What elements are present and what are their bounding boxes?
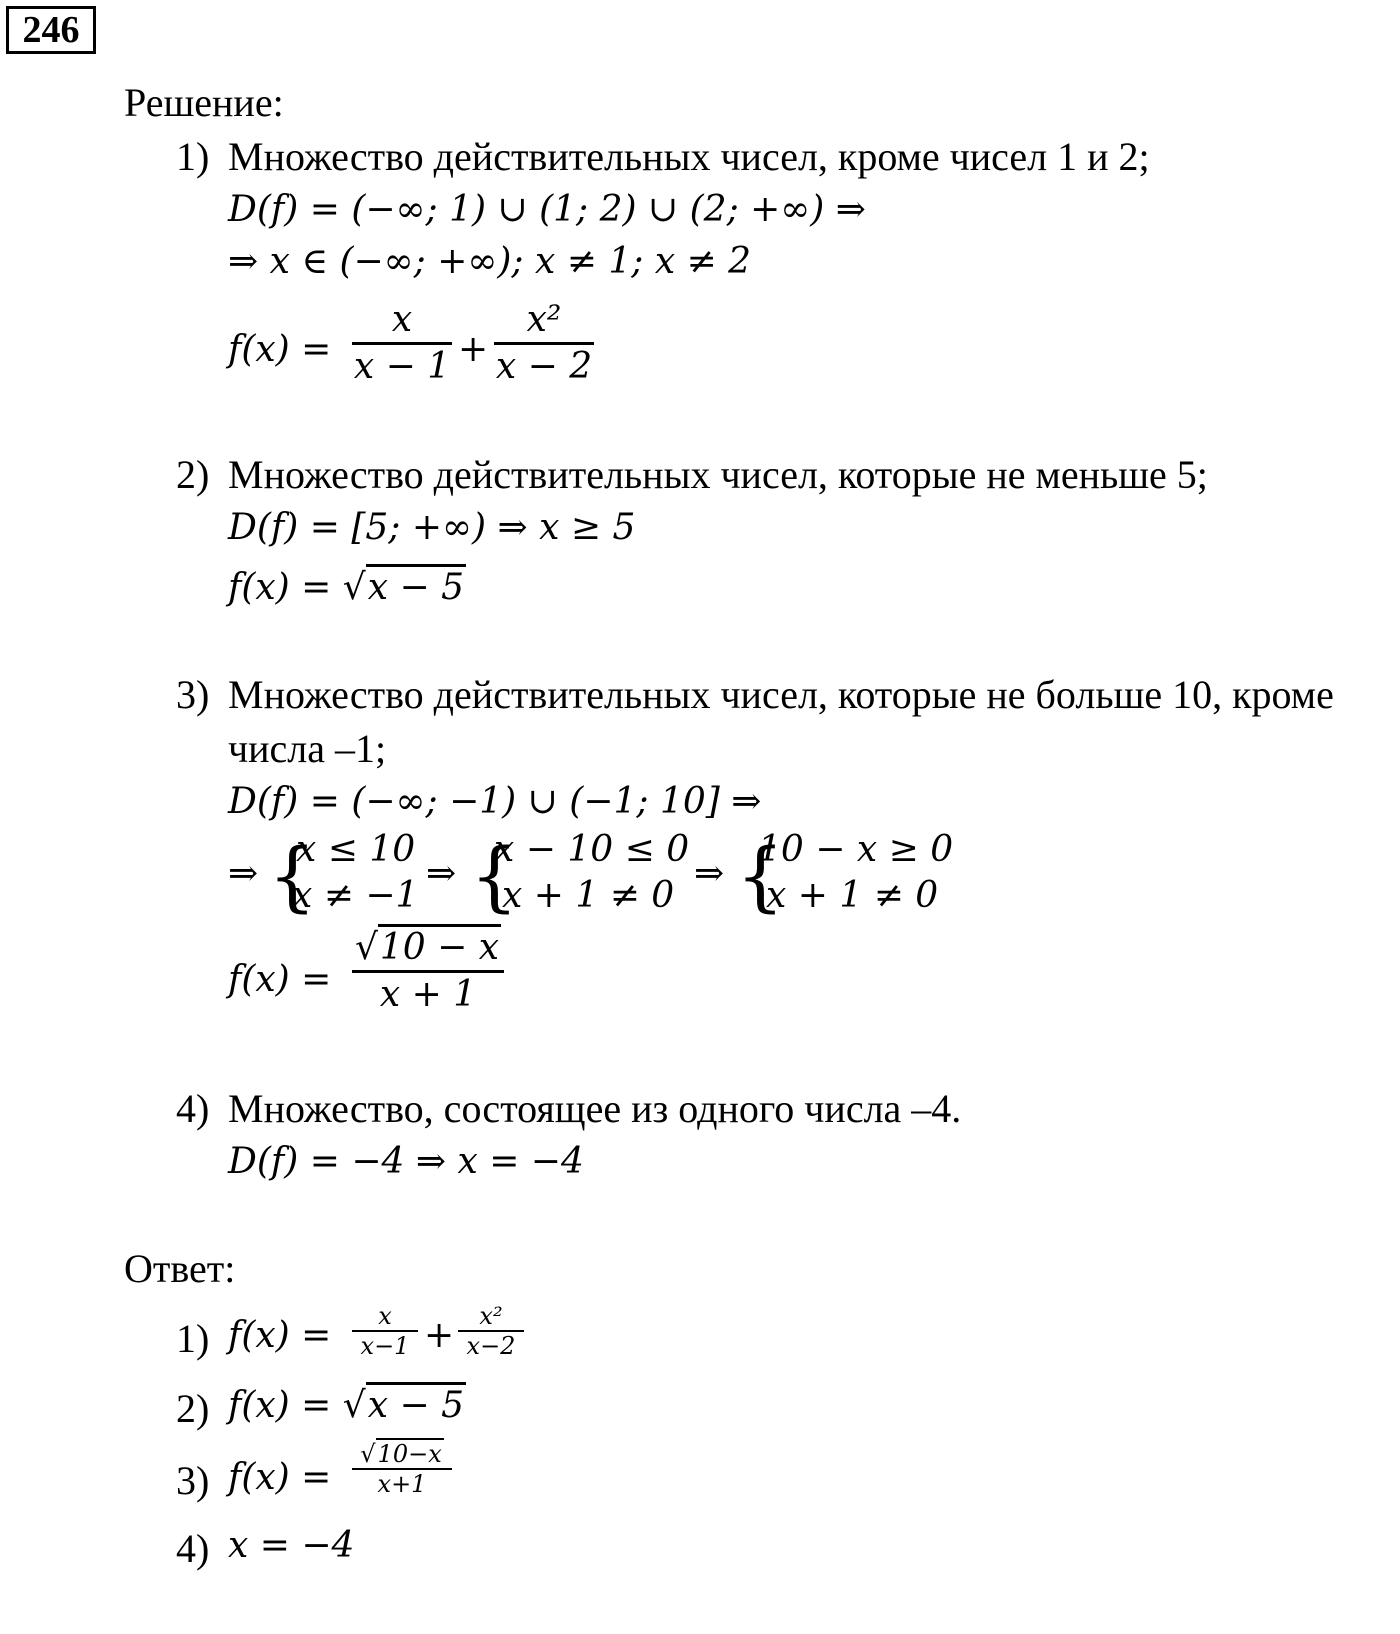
answer-4-number: 4) <box>176 1526 210 1571</box>
answer-3-sqrt <box>360 1440 443 1468</box>
answer-3-radicand: 10−x <box>377 1440 442 1468</box>
answer-1-lhs: f(x) = <box>228 1315 332 1356</box>
sqrt-icon: √ <box>342 567 366 608</box>
sqrt-icon: √ <box>354 927 378 968</box>
item-3-system-2-row-2: x + 1 ≠ 0 <box>502 875 675 916</box>
item-3-radicand: 10 − x <box>378 924 501 968</box>
item-2-function-lhs: f(x) = <box>228 567 332 608</box>
answer-2-lhs: f(x) = <box>228 1385 332 1426</box>
left-brace-icon: { <box>736 831 785 920</box>
answer-2-expression <box>228 1384 466 1428</box>
item-1-domain-line: D(f) = (−∞; 1) ∪ (1; 2) ∪ (2; +∞) ⇒ <box>228 189 866 230</box>
answer-2-number: 2) <box>176 1386 210 1431</box>
answer-3-fraction-numerator <box>352 1440 452 1468</box>
item-2-number: 2) <box>176 452 210 497</box>
item-3-number: 3) <box>176 672 210 717</box>
answer-1-fraction-1 <box>352 1302 418 1360</box>
sqrt-icon: √ <box>360 1440 376 1468</box>
item-3-system-2-row-1: x − 10 ≤ 0 <box>494 829 690 870</box>
item-2-radicand: x − 5 <box>366 564 466 608</box>
answer-1-plus-sign: + <box>424 1315 455 1356</box>
item-1-fraction-2-denominator: x − 2 <box>495 346 593 387</box>
answer-1-fraction-1-numerator: x <box>378 1302 392 1330</box>
item-3-sqrt <box>355 926 501 970</box>
item-3-system-3-row-2: x + 1 ≠ 0 <box>766 875 939 916</box>
item-4-text: Множество, состоящее из одного числа –4. <box>228 1086 962 1131</box>
item-4-domain-line: D(f) = −4 ⇒ x = −4 <box>228 1141 584 1182</box>
item-3-domain-line: D(f) = (−∞; −1) ∪ (−1; 10] ⇒ <box>228 781 762 822</box>
item-1-fraction-1-numerator: x <box>391 299 413 340</box>
item-1-fraction-1-denominator: x − 1 <box>353 346 451 387</box>
item-2-text: Множество действительных чисел, которые не меньше 5; <box>228 452 1208 497</box>
item-1-condition-line: ⇒ x ∈ (−∞; +∞); x ≠ 1; x ≠ 2 <box>228 241 752 282</box>
item-3-system-3-row-1: 10 − x ≥ 0 <box>758 829 954 870</box>
answer-2-sqrt <box>343 1384 466 1428</box>
item-1-number: 1) <box>176 134 210 179</box>
answer-1-fraction-2 <box>458 1302 524 1360</box>
answer-1-number: 1) <box>176 1316 210 1361</box>
left-brace-icon: { <box>268 831 317 920</box>
item-3-implies-3: ⇒ <box>694 853 725 894</box>
answer-3-number: 3) <box>176 1458 210 1503</box>
item-1-fraction-1 <box>352 298 452 389</box>
item-2-sqrt <box>343 566 466 610</box>
item-3-fraction-denominator: x + 1 <box>379 974 477 1015</box>
answer-3-fraction-denominator: x+1 <box>377 1470 427 1498</box>
item-3-fraction <box>352 926 504 1017</box>
solution-label: Решение: <box>124 80 284 125</box>
item-3-implies-2: ⇒ <box>426 853 457 894</box>
answer-4-expression: x = −4 <box>228 1525 355 1566</box>
answer-label: Ответ: <box>124 1246 236 1291</box>
answer-1-fraction-1-denominator: x−1 <box>360 1332 410 1360</box>
item-1-function-lhs: f(x) = <box>228 329 332 370</box>
answer-3-fraction <box>352 1440 452 1498</box>
answer-1-fraction-2-denominator: x−2 <box>466 1332 516 1360</box>
item-2-function <box>228 566 466 610</box>
item-3-fraction-numerator <box>352 926 504 970</box>
item-3-text-continued: числа –1; <box>228 726 387 771</box>
answer-2-radicand: x − 5 <box>366 1382 466 1426</box>
item-3-text: Множество действительных чисел, которые не больше 10, кроме <box>228 672 1334 717</box>
item-3-system-1-row-2: x ≠ −1 <box>292 875 419 916</box>
answer-3-lhs: f(x) = <box>228 1457 332 1498</box>
item-3-system-1-row-1: x ≤ 10 <box>296 829 416 870</box>
item-1-text: Множество действительных чисел, кроме чисел 1 и 2; <box>228 134 1150 179</box>
item-4-number: 4) <box>176 1086 210 1131</box>
item-1-fraction-2 <box>494 298 594 389</box>
item-2-domain-line: D(f) = [5; +∞) ⇒ x ≥ 5 <box>228 507 636 548</box>
item-1-fraction-2-numerator: x² <box>526 299 562 340</box>
item-3-function-lhs: f(x) = <box>228 959 332 1000</box>
problem-number-badge: 246 <box>6 6 96 54</box>
sqrt-icon: √ <box>342 1385 366 1426</box>
item-1-plus-sign: + <box>458 329 489 370</box>
left-brace-icon: { <box>470 831 519 920</box>
item-3-implies-1: ⇒ <box>228 853 259 894</box>
answer-1-fraction-2-numerator: x² <box>479 1302 503 1330</box>
